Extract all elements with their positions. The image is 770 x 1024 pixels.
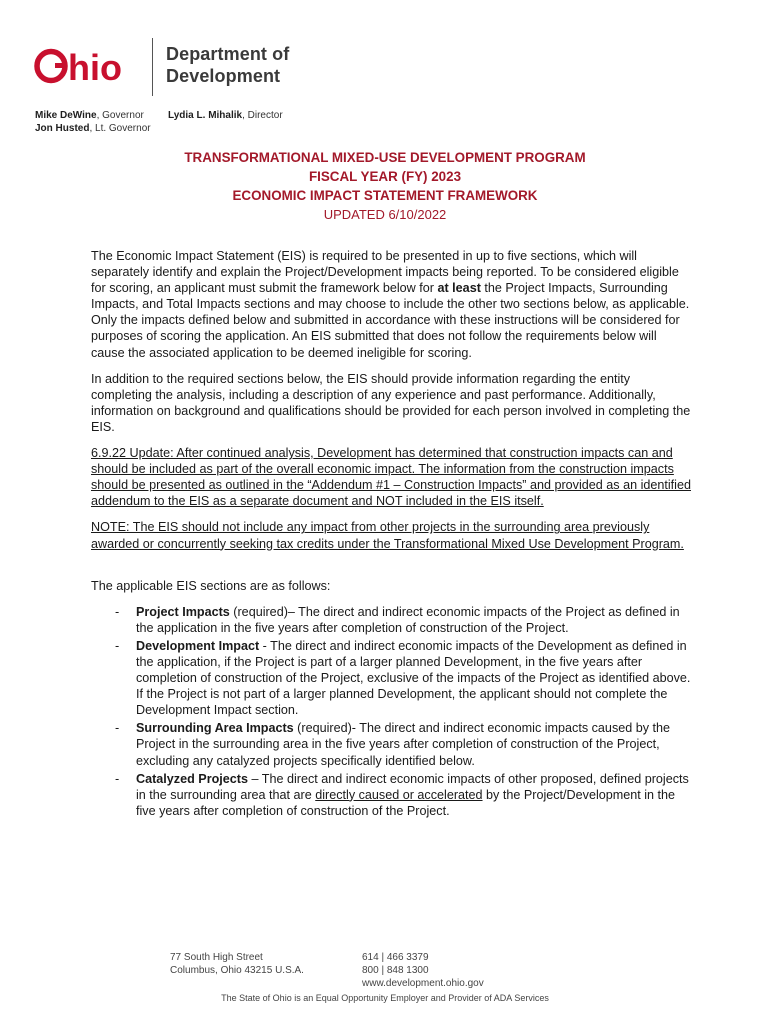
phone-line2: 800 | 848 1300	[362, 965, 429, 976]
address-line1: 77 South High Street	[170, 952, 263, 963]
program-title: TRANSFORMATIONAL MIXED-USE DEVELOPMENT PROGRAM	[184, 150, 586, 165]
intro-text-start: The Economic Impact Statement (EIS) is required to be presented in up to five sections, which will separately identify and explain the Project/Development impacts being reported. To be considered eligible for scoring, an applicant must submit the framework below for	[91, 249, 679, 296]
governor-block	[35, 109, 151, 135]
intro-emphasis: at least	[437, 281, 481, 296]
logo-divider	[152, 38, 153, 96]
list-item-term: Development Impact	[136, 638, 260, 653]
update-paragraph: 6.9.22 Update: After continued analysis, Development has determined that construction impacts can and should be included as part of the overall economic impact. The information from the construction impacts should be presented as outlined in the “Addendum #1 – Construction Impacts” and provided as an identified addendum to the EIS as a separate document and NOT included in the EIS itself.	[91, 446, 691, 509]
list-item	[91, 771, 691, 819]
document-body	[91, 248, 691, 821]
list-dash: -	[115, 721, 120, 736]
list-item-term: Surrounding Area Impacts	[136, 721, 294, 736]
website-link[interactable]: www.development.ohio.gov	[362, 978, 484, 989]
list-item-text: - The direct and indirect economic impacts of the Development as defined in the application, if the Project is part of a larger planned Development, in the five years after completion of construction of the Project, exclusive of the impacts of the Project as identified above. If the Project is not part of a larger planned Development, the applicant should not complete the Development Impact section.	[136, 638, 691, 718]
list-item	[91, 720, 691, 768]
ohio-logo	[34, 40, 146, 92]
list-item-text: (required)- The direct and indirect economic impacts caused by the Project in the surrounding area in the five years after completion of construction of the Project, excluding any catalyzed projects specifically identified below.	[136, 721, 671, 768]
list-item-text: – The direct and indirect economic impacts of other proposed, defined projects in the surrounding area that are	[136, 771, 689, 802]
department-name-line2: Development	[166, 66, 281, 86]
note-paragraph: NOTE: The EIS should not include any impact from other projects in the surrounding area previously awarded or concurrently seeking tax credits under the Transformational Mixed Use Development Program.	[91, 520, 684, 551]
address-line2: Columbus, Ohio 43215 U.S.A.	[170, 965, 304, 976]
governor-name: Mike DeWine	[35, 110, 97, 121]
entity-paragraph: In addition to the required sections below, the EIS should provide information regarding the entity completing the analysis, including a description of any experience and past performance. Additionally, information on background and qualifications should be provided for each person involved in completing the EIS.	[91, 371, 691, 434]
fiscal-year-title: FISCAL YEAR (FY) 2023	[308, 169, 462, 184]
list-item	[91, 604, 691, 636]
list-dash: -	[115, 638, 120, 653]
director-name: Lydia L. Mihalik	[168, 110, 243, 121]
governor-title: , Governor	[96, 110, 144, 121]
list-item-term: Catalyzed Projects	[136, 771, 248, 786]
ohio-logo-mark	[37, 47, 122, 88]
department-name-line1: Department of	[166, 44, 290, 64]
eis-section-list	[91, 604, 691, 819]
list-dash: -	[115, 604, 120, 619]
list-item-text-end: by the Project/Development in the five years after completion of construction of the Project.	[136, 787, 676, 818]
list-item-term: Project Impacts	[136, 604, 230, 619]
document-title-block	[0, 148, 770, 225]
updated-date: UPDATED 6/10/2022	[323, 207, 447, 222]
list-dash: -	[115, 771, 120, 786]
list-item-text: (required)– The direct and indirect economic impacts of the Project as defined in the application in the five years after completion of construction of the Project.	[136, 604, 680, 635]
intro-paragraph	[91, 248, 691, 361]
footer-contact	[362, 951, 484, 990]
phone-line1: 614 | 466 3379	[362, 952, 429, 963]
sections-intro: The applicable EIS sections are as follows:	[91, 578, 331, 593]
director-block	[168, 109, 283, 122]
intro-text-end: the Project Impacts, Surrounding Impacts, and Total Impacts sections and may choose to include the other two sections below, as applicable. Only the impacts defined below and submitted in accordance with these instructions will be considered for purposes of scoring the application. An EIS submitted that does not follow the requirements below will cause the associated application to be deemed ineligible for scoring.	[91, 281, 690, 360]
director-title: , Director	[242, 110, 283, 121]
ohio-logo-text: hio	[68, 47, 122, 88]
list-item	[91, 638, 691, 718]
list-item-underlined: directly caused or accelerated	[315, 787, 483, 802]
footer-eeo-note: The State of Ohio is an Equal Opportunity Employer and Provider of ADA Services	[221, 993, 549, 1003]
lt-governor-name: Jon Husted	[35, 123, 90, 134]
footer-address	[170, 951, 304, 977]
framework-title: ECONOMIC IMPACT STATEMENT FRAMEWORK	[232, 188, 538, 203]
lt-governor-title: , Lt. Governor	[89, 123, 151, 134]
